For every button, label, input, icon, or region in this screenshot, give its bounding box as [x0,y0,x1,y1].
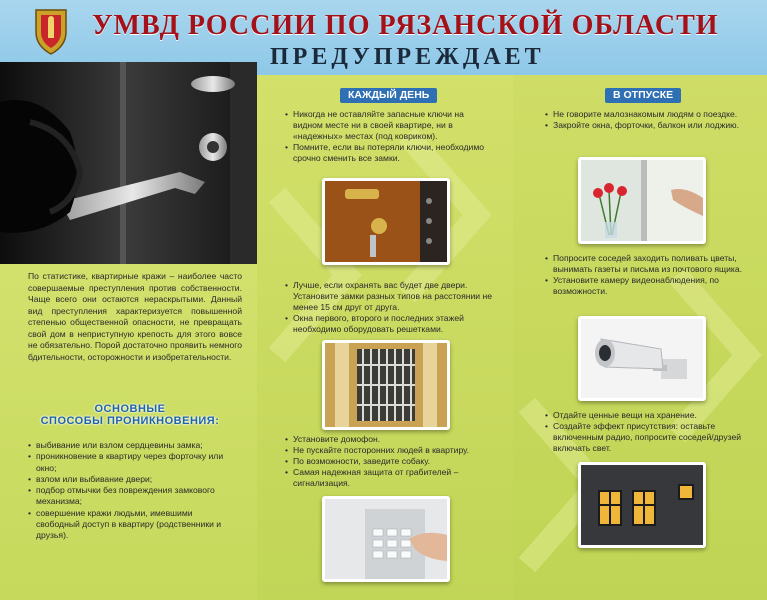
statistics-text: По статистике, квартирные кражи – наиболее часто совершаемые преступления против собственности. Чаще всего они остаются нераскрытыми. Данный вид преступления характеризуется повышенной степенью общественной опасности, не превращать свой дом в неприступную крепость для этого вовсе не обязательно. Порой достаточно проявить немного бдительности, осторожности и изобретательности. [28,271,242,362]
list-item: • взлом или выбивание двери; [28,474,238,485]
vacation-heading: В ОТПУСКЕ [605,88,681,103]
list-item: • Самая надежная защита от грабителей – сигнализация. [285,467,495,489]
methods-heading [40,403,220,427]
vacation-list-2 [545,253,745,297]
flowers-window-photo [578,157,706,244]
every-day-list-3 [285,434,495,489]
list-item: • Попросите соседей заходить поливать цветы, вынимать газеты и письма из почтового ящика. [545,253,745,275]
methods-heading-line2: СПОСОБЫ ПРОНИКНОВЕНИЯ: [40,415,220,427]
list-item: • Закройте окна, форточки, балкон или лоджию. [545,120,745,131]
list-item: • Помните, если вы потеряли ключи, необходимо срочно сменить все замки. [285,142,495,164]
list-item: • подбор отмычки без повреждения замкового механизма; [28,485,238,508]
door-lock-photo [322,178,450,265]
every-day-list-2 [285,280,495,335]
list-item: • Создайте эффект присутствия: оставьте включенным радио, попросите соседей/друзей включать свет. [545,421,745,454]
list-item: • Окна первого, второго и последних этажей необходимо оборудовать решетками. [285,313,495,335]
barred-window-photo [322,340,450,430]
every-day-list-1 [285,109,495,164]
list-item: • Не говорите малознакомым людям о поездке. [545,109,745,120]
vacation-list-3 [545,410,745,454]
page-title: УМВД РОССИИ ПО РЯЗАНСКОЙ ОБЛАСТИ [92,10,719,41]
list-item: • проникновение в квартиру через форточку или окно; [28,451,238,474]
list-item: • Лучше, если охранять вас будет две двери. Установите замки разных типов на расстоянии не менее 15 см друг от друга. [285,280,495,313]
list-item: • Установите домофон. [285,434,495,445]
vacation-list-1 [545,109,745,131]
list-item: • выбивание или взлом сердцевины замка; [28,440,238,451]
methods-list [28,440,238,542]
security-camera-photo [578,316,706,401]
list-item: • Отдайте ценные вещи на хранение. [545,410,745,421]
intercom-photo [322,496,450,582]
burglar-crowbar-photo [0,62,257,264]
every-day-heading: КАЖДЫЙ ДЕНЬ [340,88,437,103]
list-item: • Установите камеру видеонаблюдения, по возможности. [545,275,745,297]
list-item: • По возможности, заведите собаку. [285,456,495,467]
lit-windows-photo [578,462,706,548]
methods-heading-line1: ОСНОВНЫЕ [94,403,166,415]
page-subtitle: ПРЕДУПРЕЖДАЕТ [270,44,545,70]
list-item: • совершение кражи людьми, имевшими свободный доступ в квартиру (родственники и друзья). [28,508,238,542]
list-item: • Не пускайте посторонних людей в квартиру. [285,445,495,456]
list-item: • Никогда не оставляйте запасные ключи на видном месте ни в своей квартире, ни в «надежных» местах (под ковриком). [285,109,495,142]
coat-of-arms-icon [33,6,69,56]
